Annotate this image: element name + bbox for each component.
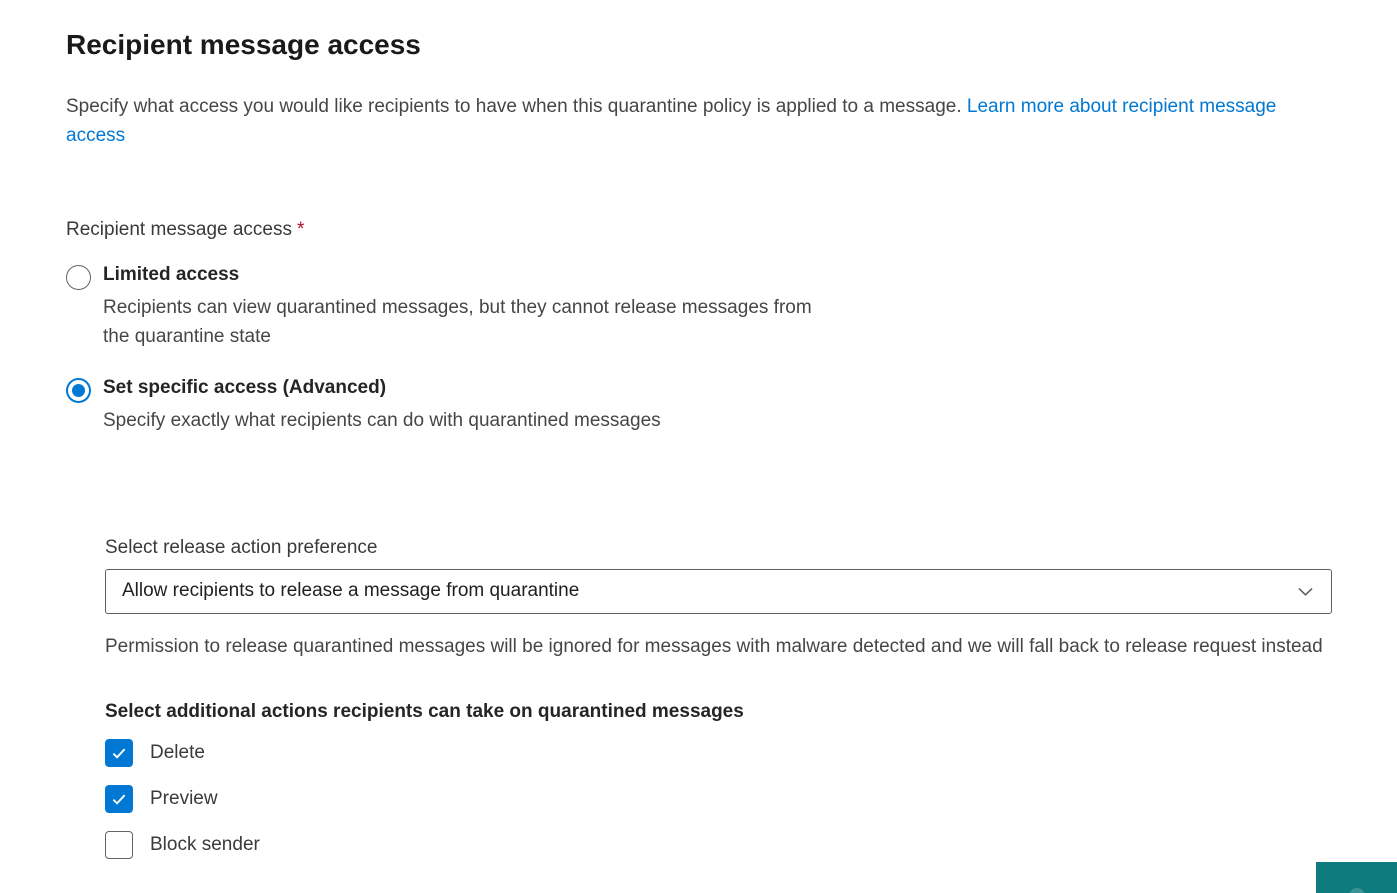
release-action-label: Select release action preference [105,536,378,558]
checkbox-row-delete[interactable] [105,739,1332,767]
radio-option-set-specific-access[interactable] [66,376,1332,435]
chevron-down-icon [1296,582,1315,601]
checkbox-row-block-sender[interactable] [105,831,1332,859]
radio-icon[interactable] [66,265,91,290]
release-action-note: Permission to release quarantined messages will be ignored for messages with malware detected and we will fall back to release request instead [105,635,1323,657]
radio-icon[interactable] [66,378,91,403]
feedback-button[interactable] [1316,862,1397,893]
radio-option-label: Limited access [103,263,240,285]
page-description [66,92,1332,150]
check-icon [110,744,128,762]
checkbox-icon[interactable] [105,831,133,859]
required-asterisk: * [297,218,305,240]
access-field-label-text: Recipient message access [66,218,292,240]
advanced-access-section [105,536,1332,859]
radio-option-description: Specify exactly what recipients can do with quarantined messages [103,409,661,431]
feedback-icon [1349,888,1365,893]
access-field-label [66,219,1332,241]
checkbox-row-preview[interactable] [105,785,1332,813]
description-text: Specify what access you would like recipients to have when this quarantine policy is applied to a message. [66,95,962,117]
checkbox-icon[interactable] [105,785,133,813]
radio-option-body [103,263,823,351]
additional-actions-label: Select additional actions recipients can take on quarantined messages [105,700,744,722]
checkbox-icon[interactable] [105,739,133,767]
checkbox-label: Delete [150,741,205,763]
radio-option-label: Set specific access (Advanced) [103,376,387,398]
checkbox-label: Preview [150,787,218,809]
radio-option-description: Recipients can view quarantined messages, but they cannot release messages from the quarantine state [103,296,812,347]
check-icon [110,790,128,808]
release-action-selected-value: Allow recipients to release a message from quarantine [122,580,580,602]
release-action-dropdown[interactable] [105,569,1332,614]
radio-option-limited-access[interactable] [66,263,1332,351]
learn-more-link[interactable]: Learn more about recipient message access [66,95,1277,146]
page-title: Recipient message access [66,29,421,60]
radio-option-body [103,376,661,435]
checkbox-label: Block sender [150,833,260,855]
